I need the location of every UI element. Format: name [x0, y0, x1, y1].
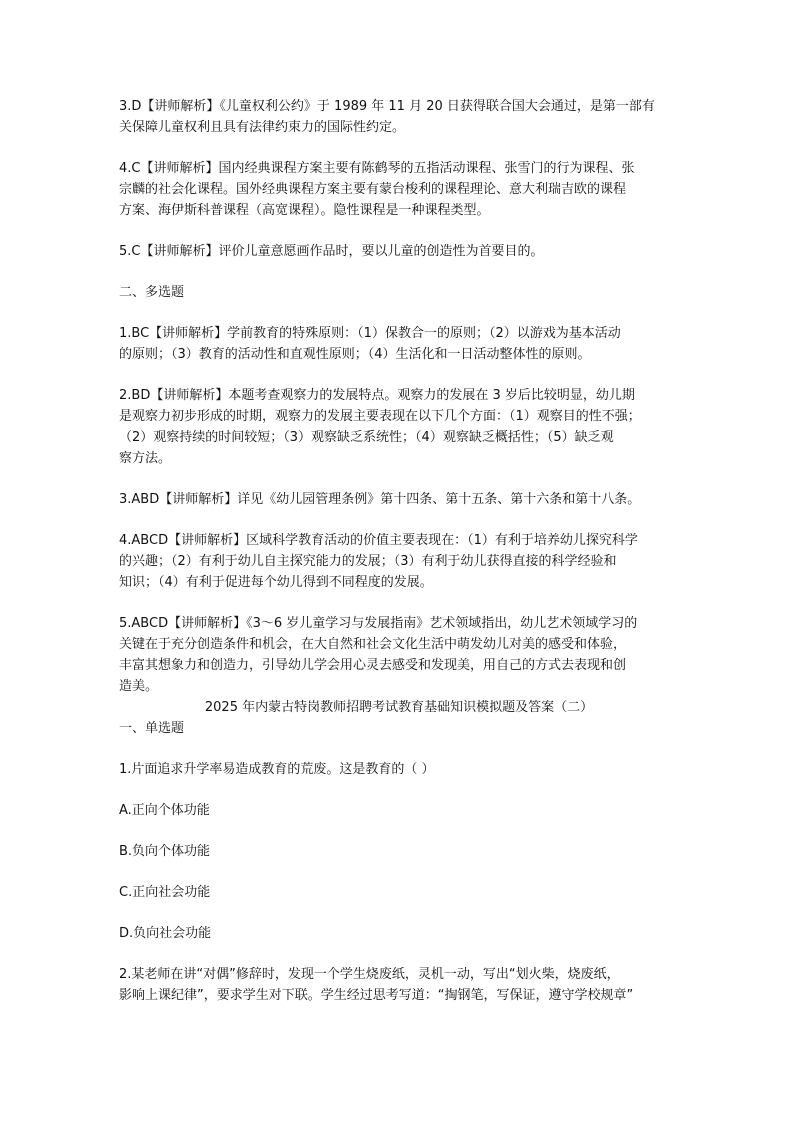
text-line: 5.C【讲师解析】评价儿童意愿画作品时，要以儿童的创造性为首要目的。 [119, 244, 544, 259]
text-line: 造美。 [119, 679, 159, 694]
question-1-stem: 1.片面追求升学率易造成教育的荒废。这是教育的（ ） [119, 762, 435, 777]
answer-5 [119, 241, 679, 262]
text-line: 丰富其想象力和创造力，引导幼儿学会用心灵去感受和发现美，用自己的方式去表现和创 [119, 658, 627, 673]
text-line: 4.C【讲师解析】国内经典课程方案主要有陈鹤琴的五指活动课程、张雪门的行为课程、张 [119, 161, 635, 176]
text-line: （2）观察持续的时间较短；（3）观察缺乏系统性；（4）观察缺乏概括性；（5）缺乏观 [119, 430, 614, 445]
text-line: 方案、海伊斯科普课程（高宽课程）。隐性课程是一种课程类型。 [119, 203, 490, 218]
option-d: D.负向社会功能 [119, 926, 212, 941]
option-c: C.正向社会功能 [119, 885, 211, 900]
text-line: 宗麟的社会化课程。国外经典课程方案主要有蒙台梭利的课程理论、意大利瑞吉欧的课程 [119, 182, 627, 197]
option-a: A.正向个体功能 [119, 803, 210, 818]
text-line: 5.ABCD【讲师解析】《3～6 岁儿童学习与发展指南》艺术领域指出，幼儿艺术领域学习的 [119, 616, 638, 631]
multi-answer-4 [119, 530, 679, 593]
text-line: 3.D【讲师解析】《儿童权利公约》于 1989 年 11 月 20 日获得联合国大会通过，是第一部有 [119, 99, 655, 114]
text-line: 关键在于充分创造条件和机会，在大自然和社会文化生活中萌发幼儿对美的感受和体验， [119, 637, 627, 652]
section-heading-multi: 二、多选题 [119, 285, 185, 300]
multi-answer-3 [119, 489, 679, 510]
question-2 [119, 964, 679, 1006]
text-line: 知识；（4）有利于促进每个幼儿得到不同程度的发展。 [119, 575, 433, 590]
section-heading-single: 一、单选题 [119, 721, 185, 736]
multi-answer-1 [119, 323, 679, 365]
answer-3 [119, 96, 679, 138]
text-line: 关保障儿童权利且具有法律约束力的国际性约定。 [119, 120, 406, 135]
text-line: 影响上课纪律”，要求学生对下联。学生经过思考写道：“掏钢笔，写保证，遵守学校规章” [119, 988, 634, 1003]
text-line: 的原则；（3）教育的活动性和直观性原则；（4）生活化和一日活动整体性的原则。 [119, 347, 591, 362]
text-line: 察方法。 [119, 451, 172, 466]
answer-4 [119, 158, 679, 221]
multi-answer-2 [119, 385, 679, 469]
document-page [119, 96, 679, 1006]
text-line: 是观察力初步形成的时期，观察力的发展主要表现在以下几个方面：（1）观察目的性不强； [119, 409, 641, 424]
text-line: 4.ABCD【讲师解析】区域科学教育活动的价值主要表现在：（1）有利于培养幼儿探究科学 [119, 533, 638, 548]
text-line: 3.ABD【讲师解析】详见《幼儿园管理条例》第十四条、第十五条、第十六条和第十八条。 [119, 492, 641, 507]
text-line: 2.BD【讲师解析】本题考查观察力的发展特点。观察力的发展在 3 岁后比较明显，幼儿期 [119, 388, 635, 403]
text-line: 1.BC【讲师解析】学前教育的特殊原则：（1）保教合一的原则；（2）以游戏为基本活动 [119, 326, 621, 341]
multi-answer-5 [119, 613, 679, 697]
text-line: 2.某老师在讲“对偶”修辞时，发现一个学生烧废纸，灵机一动，写出“划火柴，烧废纸， [119, 967, 620, 982]
option-b: B.负向个体功能 [119, 844, 211, 859]
document-title: 2025 年内蒙古特岗教师招聘考试教育基础知识模拟题及答案（二） [204, 700, 594, 715]
text-line: 的兴趣；（2）有利于幼儿自主探究能力的发展；（3）有利于幼儿获得直接的科学经验和 [119, 554, 617, 569]
